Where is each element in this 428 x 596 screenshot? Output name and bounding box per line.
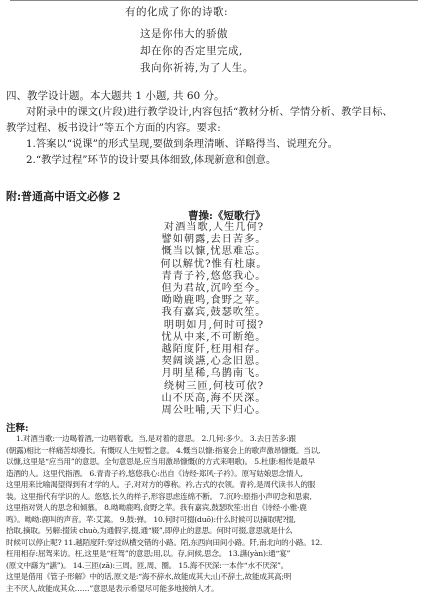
poem-line: 呦呦鹿鸣,食野之苹。 [161, 295, 267, 307]
poem-fragment-line-3: 却在你的否定里完成, [140, 45, 243, 57]
appendix-label: 附:普通高中语文必修 2 [6, 190, 121, 203]
note-line: 时候可以停止呢? 11.越陌度阡:穿过纵横交错的小路。陌,东西向田间小路。阡,南北向的小路。12. [6, 537, 323, 547]
poem-line: 何以解忧?惟有杜康。 [160, 258, 268, 270]
poem-fragment-line-2: 这是你伟大的骄傲 [140, 28, 228, 40]
poem-line: 对酒当歌,人生几何? [163, 222, 265, 233]
requirement-1: 1.答案以“说课”的形式呈现,要做到条理清晰、详略得当、说理充分。 [26, 138, 338, 150]
poem-line: 但为君故,沉吟至今。 [161, 283, 267, 295]
poem-line: 慨当以慷,忧思难忘。 [161, 246, 267, 258]
note-line: 枉用相存:屈驾来访。枉,这里是“枉驾”的意思;用,以。存,问候,思念。 13.讌(yàn):通“宴” [6, 549, 291, 558]
section-heading: 四、教学设计题。本大题共 1 小题, 共 60 分。 [6, 90, 225, 102]
poem-line: 周公吐哺,天下归心。 [161, 405, 267, 417]
poem-title: 曹操:《短歌行》 [188, 210, 266, 222]
requirement-2: 2.“教学过程”环节的设计要具体细致,体现新意和创意。 [26, 154, 277, 166]
poem-line: 契阔谈讌,心念旧恩。 [161, 356, 267, 368]
poem-line: 忧从中来,不可断绝。 [161, 331, 267, 343]
poem-line: 青青子衿,悠悠我心。 [161, 270, 267, 282]
note-line: 以慷,这里是“应当用”的意思。全句意思是,应当用激昂慷慨(的方式来唱歌)。 5.杜康:相传是最早 [6, 457, 316, 466]
poem-line: 山不厌高,海不厌深。 [161, 392, 267, 404]
poem-line: 绕树三匝,何枝可依? [163, 380, 265, 392]
poem-line: 明明如月,何时可掇? [163, 319, 265, 331]
poem-line: 越陌度阡,枉用相存。 [161, 344, 267, 356]
notes-label: 注释: [6, 423, 29, 434]
top-rule [10, 0, 418, 1]
note-line: 这里用来比喻渴望得到有才学的人。子,对对方的尊称。衿,古式的衣领。青衿,是周代读书人的服 [6, 480, 316, 489]
note-line: 这里是借用《管子·形解》中的话,原文是:“海不辞水,故能成其大;山不辞土,故能成其高;明 [6, 572, 292, 581]
notes-text [6, 433, 420, 594]
note-line: 装。这里指代有学识的人。悠悠,长久的样子,形容思虑连绵不断。 7.沉吟:原指小声叨念和思索, [6, 491, 312, 501]
poem-body [0, 222, 428, 417]
poem-fragment-line-1: 有的化成了你的诗歌: [125, 6, 229, 18]
poem-fragment-line-4: 我向你祈祷,为了人生。 [140, 62, 254, 74]
note-line: 主不厌人,故能成其众……”意思是表示希望尽可能多地接纳人才。 [6, 583, 219, 593]
poem-line: 譬如朝露,去日苦多。 [161, 234, 267, 246]
note-line: (原文中繇为“讌”)。 14.三匝(zā):三周。匝,周、圈。 15.海不厌深:一本作“水不厌深”。 [6, 560, 289, 570]
section-body-line-2: 教学过程、板书设计”等五个方面的内容。要求: [6, 122, 221, 134]
poem-line: 月明星稀,乌鹊南飞。 [161, 368, 267, 380]
note-line: 造酒的人。这里代指酒。 6.青青子衿,悠悠我心:出自《诗经·郑风·子衿》。原写姑娘思念情人, [6, 468, 303, 478]
note-line: (朝露)相比一样痛苦却漫长。有慨叹人生短暂之意。 4.慨当以慷:指宴会上的歌声激昂慷慨。当以, [6, 445, 321, 455]
section-body-line-1: 对附录中的课文(片段)进行教学设计,内容包括“教材分析、学情分析、教学目标、 [26, 106, 393, 118]
note-line: 鸣》。呦呦:鹿叫的声音。苹:艾蒿。 9.鼓:弹。 10.何时可掇(duō):什么时候可以摘取呢?掇, [6, 514, 296, 524]
note-line: 1.对酒当歌:一边喝着酒,一边唱着歌。当,是对着的意思。 2.几何:多少。 3.去日苦多:跟 [16, 434, 296, 443]
note-line: 拾取,摘取。另解:掇读 chuò,为通假字,掇,通“辍”,即停止的意思。何时可掇,意思就是什么 [6, 526, 293, 535]
note-line: 这里指对贤人的思念和倾慕。 8.呦呦鹿鸣,食野之苹。我有嘉宾,鼓瑟吹笙:出自《诗经·小雅·鹿 [6, 503, 307, 512]
poem-line: 我有嘉宾,鼓瑟吹笙。 [161, 307, 267, 319]
